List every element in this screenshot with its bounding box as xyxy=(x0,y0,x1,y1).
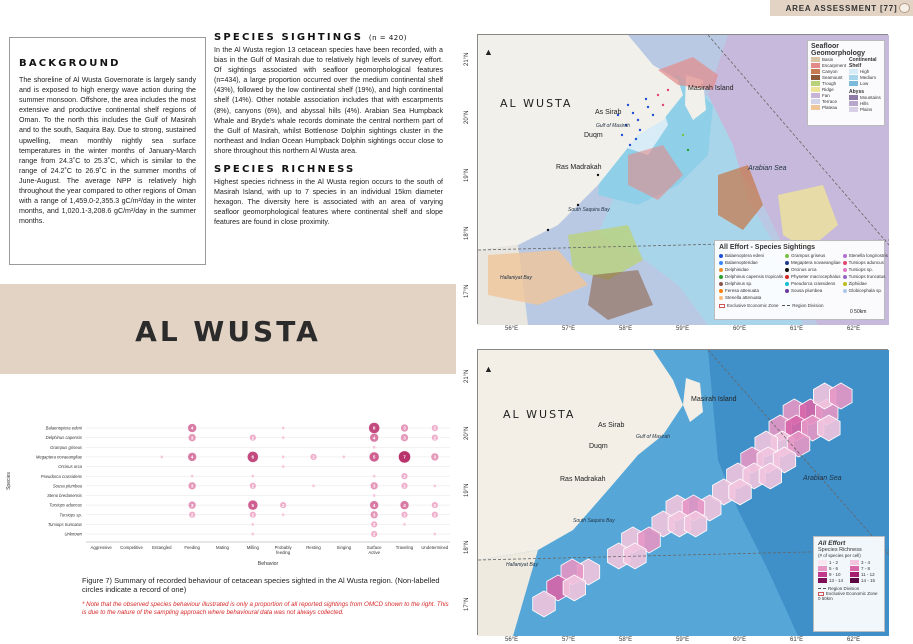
background-text: The shoreline of Al Wusta Governorate is largely sandy and is exposed to high energy wave action during the summer monsoon. Offshore, the area includes the most extensive and productive continental shelf regions of Oman. To the north this includes the Gulf of Masirah and to the south, Saquira Bay. Due to strong, sustained upwelling, mean monthly nightly sea surface temperatures in the winter months of January-March range from 24.3˚C to 25.3˚C, which is similar to the range of 24.2˚C to 26.9˚C in the summer months of June-August. The average NPP is relatively high throughout the year compared to other regions of Oman with a range of 1,459.0-2,355.3 gC/m²/day in the winter months, and 1,020.1-3,208.6 gC/m²/day in the summer months. xyxy=(19,76,196,226)
species-tick-label: Delphinus capensis xyxy=(45,435,82,441)
legend-label: Escarpment xyxy=(822,63,847,68)
map2-place-hallaniyat: Hallaniyat Bay xyxy=(506,562,538,568)
behaviour-point-label: 2 xyxy=(403,483,406,489)
legend-label: Tursiops sp. xyxy=(848,267,873,272)
legend-swatch xyxy=(849,81,858,86)
behavior-tick-label: Feeding xyxy=(184,545,200,550)
legend-item xyxy=(843,253,888,259)
behaviour-point-label: 2 xyxy=(251,483,255,489)
legend-label: 14 - 15 xyxy=(861,578,876,583)
legend-label: 3 - 4 xyxy=(861,560,871,565)
x-axis-title: Behavior xyxy=(257,561,279,567)
legend-swatch xyxy=(850,572,859,577)
legend-item xyxy=(785,267,841,273)
legend-label: Terrace xyxy=(822,99,838,104)
legend-item xyxy=(719,274,783,280)
legend-swatch xyxy=(719,275,723,279)
legend-label: Ziphiidae xyxy=(848,281,867,286)
behavior-tick-label: Entangled xyxy=(152,545,172,550)
behaviour-point-label: 2 xyxy=(372,531,376,537)
north-arrow-icon: ▲ xyxy=(484,47,493,57)
behaviour-point-label: 3 xyxy=(403,435,406,441)
behaviour-point-label: 4 xyxy=(403,502,406,508)
species-tick-label: Tursiops truncatus xyxy=(47,521,82,527)
longitude-tick: 61°E xyxy=(790,326,804,332)
behaviour-point xyxy=(373,446,376,449)
behaviour-point-label: 4 xyxy=(190,454,194,460)
behaviour-point-label: 3 xyxy=(372,512,376,518)
map2-place-sirab: As Sirab xyxy=(598,422,625,429)
legend-item xyxy=(850,578,880,584)
legend-label: Low xyxy=(860,81,869,86)
behavior-tick-label: Probably xyxy=(274,545,292,550)
legend-label: Plateau xyxy=(822,105,838,110)
behavior-tick-label: Surface xyxy=(366,545,382,550)
sightings-heading-text: SPECIES SIGHTINGS xyxy=(214,32,364,43)
behaviour-point-label: 5 xyxy=(251,502,255,508)
legend-swatch xyxy=(818,566,827,571)
behaviour-point-label: 2 xyxy=(433,435,437,441)
legend-swatch xyxy=(850,566,859,571)
behavior-tick-label: Aggressive xyxy=(90,545,112,550)
legend-label: Tursiops aduncus xyxy=(848,260,884,265)
abyss-items xyxy=(849,95,881,113)
legend-label: Stenella attenuata xyxy=(725,295,762,300)
legend-label: 1 - 2 xyxy=(829,560,839,565)
legend-item xyxy=(719,260,783,266)
latitude-tick: 21°N xyxy=(464,369,470,383)
legend-swatch xyxy=(850,578,859,583)
longitude-tick: 56°E xyxy=(505,326,519,332)
header-label: AREA ASSESSMENT [77] xyxy=(785,3,898,13)
legend-label: Globicephala sp. xyxy=(848,288,883,293)
legend-swatch xyxy=(811,57,820,62)
map2-place-arabian-sea: Arabian Sea xyxy=(803,475,842,482)
richness-legend-title: All Effort xyxy=(818,540,846,547)
latitude-tick: 20°N xyxy=(464,110,470,124)
legend-item xyxy=(811,105,846,111)
behaviour-point-label: 2 xyxy=(251,512,255,518)
legend-label: Mountains xyxy=(860,95,881,100)
map1-place-sirab: As Sirab xyxy=(595,109,622,116)
map1-place-arabian-sea: Arabian Sea xyxy=(748,165,787,172)
legend-swatch xyxy=(811,63,820,68)
map1-scale: 0 50km xyxy=(850,309,867,315)
behaviour-point-label: 3 xyxy=(190,483,194,489)
background-panel xyxy=(9,37,206,265)
latitude-tick: 21°N xyxy=(464,52,470,66)
map1-place-saquira: South Saquira Bay xyxy=(568,207,610,213)
behaviour-point xyxy=(433,484,436,487)
behavior-tick-label: Competitive xyxy=(120,545,143,550)
legend-swatch xyxy=(785,289,789,293)
geomorph-legend-left xyxy=(811,57,846,113)
legend-swatch xyxy=(811,75,820,80)
map2-place-madrakah: Ras Madrakah xyxy=(560,476,606,483)
legend-item xyxy=(719,295,783,301)
latitude-tick: 19°N xyxy=(464,168,470,182)
longitude-tick: 59°E xyxy=(676,326,690,332)
latitude-tick: 18°N xyxy=(464,540,470,554)
legend-item xyxy=(843,274,888,280)
latitude-tick: 17°N xyxy=(464,597,470,611)
legend-swatch xyxy=(719,254,723,258)
legend-swatch xyxy=(843,282,847,286)
behaviour-point-label: 6 xyxy=(251,454,255,460)
legend-swatch xyxy=(785,282,789,286)
map1-place-duqm: Duqm xyxy=(584,132,603,139)
map2-place-saquira: South Saquira Bay xyxy=(573,518,615,524)
legend-item xyxy=(719,253,783,259)
behaviour-point xyxy=(403,523,406,526)
legend-label: Delphinus sp. xyxy=(725,281,753,286)
sightings-map[interactable] xyxy=(477,34,888,324)
legend-swatch xyxy=(785,268,789,272)
behaviour-point xyxy=(282,513,285,516)
richness-division-label: Region Division xyxy=(828,586,860,591)
legend-swatch xyxy=(719,296,723,300)
legend-label: Trough xyxy=(822,81,837,86)
behaviour-point-label: 2 xyxy=(251,435,255,441)
richness-legend-subtitle: Species Richness xyxy=(818,547,862,553)
legend-swatch xyxy=(719,268,723,272)
legend-swatch xyxy=(849,75,858,80)
legend-swatch xyxy=(811,93,820,98)
legend-label: Balaenoptera edeni xyxy=(725,253,765,258)
legend-label: Orcinus orca xyxy=(791,267,817,272)
species-tick-label: Pseudorca crassidens xyxy=(40,473,82,479)
behaviour-point xyxy=(282,455,285,458)
behaviour-point-label: 2 xyxy=(281,502,285,508)
map2-region-label: AL WUSTA xyxy=(503,408,576,421)
legend-label: 13 - 14 xyxy=(829,578,844,583)
behavior-tick-label: Traveling xyxy=(395,545,414,550)
legend-swatch xyxy=(811,105,820,110)
legend-item xyxy=(843,260,888,266)
behaviour-point-label: 3 xyxy=(372,483,376,489)
legend-label: Canyon xyxy=(822,69,838,74)
behaviour-point-label: 2 xyxy=(190,512,194,518)
legend-label: 9 - 10 xyxy=(829,572,841,577)
legend-swatch xyxy=(849,101,858,106)
legend-label: 5 - 6 xyxy=(829,566,839,571)
legend-swatch xyxy=(785,254,789,258)
legend-label: 11 - 12 xyxy=(861,572,875,577)
map2-place-gulf: Gulf of Masirah xyxy=(636,434,670,440)
legend-swatch xyxy=(850,560,859,565)
species-tick-label: Sousa plumbea xyxy=(52,483,82,489)
division-label: Region Division xyxy=(792,303,824,308)
behavior-tick-label: Milling xyxy=(246,545,259,550)
region-title: AL WUSTA xyxy=(135,315,321,348)
legend-label: Sousa plumbea xyxy=(791,288,823,293)
richness-scale: 0 50km xyxy=(818,596,833,601)
behaviour-point-label: 4 xyxy=(372,435,376,441)
legend-item xyxy=(785,281,841,287)
species-tick-label: Tursiops aduncus xyxy=(49,502,82,508)
map2-place-masirah: Masirah Island xyxy=(691,396,737,403)
legend-label: Pseudorca crassidens xyxy=(791,281,836,286)
figure-caption: Figure 7) Summary of recorded behaviour of cetacean species sighted in the Al Wusta region. (Non-labelled circles indicate a record of one) xyxy=(82,576,440,594)
legend-swatch xyxy=(849,69,858,74)
behaviour-point-label: 4 xyxy=(372,502,376,508)
geomorph-legend-title: Seafloor Geomorphology xyxy=(811,43,866,57)
legend-label: Fan xyxy=(822,93,830,98)
richness-heading: SPECIES RICHNESS xyxy=(214,164,356,176)
legend-label: Hills xyxy=(860,101,869,106)
behaviour-point xyxy=(251,475,254,478)
legend-item xyxy=(849,81,881,87)
behaviour-point xyxy=(312,484,315,487)
map1-place-hallaniyat: Hallaniyat Bay xyxy=(500,275,532,281)
legend-swatch xyxy=(719,289,723,293)
legend-swatch xyxy=(849,107,858,112)
behaviour-point xyxy=(191,475,194,478)
legend-label: Basin xyxy=(822,57,834,62)
legend-label: Plains xyxy=(860,107,873,112)
legend-label: Stenella longirostris xyxy=(848,253,888,258)
latitude-tick: 20°N xyxy=(464,426,470,440)
legend-swatch xyxy=(818,560,827,565)
behaviour-point xyxy=(251,523,254,526)
legend-label: Grampus griseus xyxy=(791,253,826,258)
behavior-tick-label: Resting xyxy=(306,545,321,550)
species-tick-label: Orcinus orca xyxy=(58,464,82,470)
legend-label: Tursiops truncatus xyxy=(848,274,886,279)
text-column xyxy=(214,32,443,228)
legend-swatch xyxy=(811,81,820,86)
sightings-text: In the Al Wusta region 13 cetacean species have been recorded, with a bias in the Gulf of Masirah due to relatively high levels of survey effort. Of sightings associated with seafloor geomorphological features (n=434), a large proportion occurred over the medium continental shelf (43%), followed by the low continental shelf (19%), and high continental shelf (14%). Other notable association includes that with escarpments (8%), canyons (6%), and abyssal hills (4%). Arabian Sea Humpback Whale and Bryde's whale records dominate the central northern part of the Gulf of Masirah, whilst Bottlenose Dolphin sightings cluster in the northeast and Indian Ocean Humpback Dolphin sightings occur close to shore throughout this northern Al Wusta area. xyxy=(214,46,443,155)
longitude-tick: 58°E xyxy=(619,637,633,643)
behaviour-point xyxy=(282,465,285,468)
behavior-tick-label: Mating xyxy=(216,545,229,550)
behaviour-point xyxy=(282,436,285,439)
legend-item xyxy=(719,288,783,294)
behavior-tick-label: Undetermined xyxy=(421,545,449,550)
longitude-tick: 61°E xyxy=(790,637,804,643)
emblem-icon xyxy=(899,3,910,13)
legend-label: Medium xyxy=(860,75,877,80)
legend-swatch xyxy=(811,99,820,104)
behaviour-point xyxy=(373,475,376,478)
legend-item xyxy=(785,274,841,280)
eez-label: Exclusive Economic Zone xyxy=(727,303,779,308)
species-tick-label: Tursiops sp. xyxy=(59,512,82,518)
legend-label: Delphinidae xyxy=(725,267,749,272)
sightings-heading xyxy=(214,32,443,43)
map1-place-madrakah: Ras Madrakah xyxy=(556,164,602,171)
legend-swatch xyxy=(785,275,789,279)
behaviour-point-label: 2 xyxy=(403,512,406,518)
legend-item xyxy=(785,260,841,266)
behaviour-point-label: 7 xyxy=(403,454,406,460)
legend-swatch xyxy=(818,578,827,583)
legend-label: 7 - 8 xyxy=(861,566,871,571)
legend-item xyxy=(843,288,888,294)
legend-item xyxy=(843,267,888,273)
longitude-tick: 60°E xyxy=(733,637,747,643)
behaviour-point-label: 4 xyxy=(190,425,194,431)
legend-swatch xyxy=(818,572,827,577)
figure-note: * Note that the observed species behaviour illustrated is only a proportion of all reported sightings from OMCD shown to the right. This is due to the nature of the sampling approach where behavioural data was not always collected. xyxy=(82,601,449,616)
legend-swatch xyxy=(843,254,847,258)
behaviour-point-label: 2 xyxy=(433,502,437,508)
behaviour-point xyxy=(160,455,163,458)
legend-item xyxy=(849,107,881,113)
legend-swatch xyxy=(785,261,789,265)
behavior-tick-label: Singing xyxy=(336,545,352,550)
richness-map[interactable] xyxy=(477,349,888,635)
richness-legend xyxy=(813,536,885,632)
legend-label: Delphinus capensis tropicalis xyxy=(725,274,784,279)
behavior-tick-label: Active xyxy=(368,550,381,555)
behaviour-point xyxy=(282,426,285,429)
species-tick-label: Steno bredanensis xyxy=(47,493,82,499)
richness-eez-label: Exclusive Economic Zone xyxy=(826,591,878,596)
species-tick-label: Unknown xyxy=(64,531,82,537)
legend-swatch xyxy=(811,69,820,74)
species-tick-label: Megaptera novaeangliae xyxy=(35,454,82,460)
geomorph-legend-right xyxy=(849,57,881,113)
legend-label: Balaenopteridae xyxy=(725,260,758,265)
latitude-tick: 18°N xyxy=(464,226,470,240)
behaviour-point-label: 3 xyxy=(190,435,194,441)
behaviour-point-label: 2 xyxy=(372,522,376,528)
latitude-tick: 19°N xyxy=(464,483,470,497)
legend-label: Feresa attenuata xyxy=(725,288,760,293)
behaviour-point-label: 3 xyxy=(433,454,437,460)
longitude-tick: 57°E xyxy=(562,326,576,332)
legend-label: High xyxy=(860,69,870,74)
background-heading: BACKGROUND xyxy=(19,58,121,69)
richness-legend-unit: (# of species per cell) xyxy=(818,553,861,558)
longitude-tick: 59°E xyxy=(676,637,690,643)
latitude-tick: 17°N xyxy=(464,284,470,298)
map1-place-masirah: Masirah Island xyxy=(688,85,734,92)
behaviour-point-label: 2 xyxy=(433,512,437,518)
map1-region-label: AL WUSTA xyxy=(500,97,573,110)
behaviour-point-label: 6 xyxy=(372,425,376,431)
behaviour-point-label: 2 xyxy=(433,425,437,431)
legend-swatch xyxy=(849,95,858,100)
legend-item xyxy=(785,288,841,294)
legend-swatch xyxy=(811,87,820,92)
longitude-tick: 57°E xyxy=(562,637,576,643)
behaviour-point-label: 3 xyxy=(403,425,406,431)
behaviour-point xyxy=(251,532,254,535)
legend-swatch xyxy=(843,289,847,293)
legend-item xyxy=(843,281,888,287)
behaviour-point xyxy=(433,532,436,535)
legend-label: Megaptera novaeangliae xyxy=(791,260,841,265)
longitude-tick: 58°E xyxy=(619,326,633,332)
legend-item xyxy=(818,578,848,584)
richness-text: Highest species richness in the Al Wusta region occurs to the south of Masirah Island, with up to 7 species in an individual 15km diameter hexagon. The diversity here is associated with an area of varying seafloor geomorphological features where continental shelf and slope features are found in close proximity. xyxy=(214,178,443,227)
y-axis-title: Species xyxy=(6,472,12,490)
longitude-tick: 62°E xyxy=(847,637,861,643)
page-header-tab xyxy=(770,0,913,16)
legend-swatch xyxy=(843,261,847,265)
legend-item xyxy=(719,267,783,273)
legend-swatch xyxy=(843,268,847,272)
behaviour-point-label: 3 xyxy=(190,502,194,508)
longitude-tick: 56°E xyxy=(505,637,519,643)
legend-label: Ridge xyxy=(822,87,834,92)
legend-item xyxy=(785,253,841,259)
shelf-items xyxy=(849,69,881,87)
legend-swatch xyxy=(719,282,723,286)
effort-legend-lines xyxy=(719,303,880,308)
species-tick-label: Balaenoptera edeni xyxy=(45,425,82,431)
sightings-count: (n = 420) xyxy=(368,34,407,42)
behaviour-chart xyxy=(0,418,456,573)
map1-place-gulf: Gulf of Masirah xyxy=(596,123,630,129)
behaviour-point-label: 2 xyxy=(312,454,315,460)
legend-label: Physeter macrocephalus xyxy=(791,274,841,279)
legend-label: Seamount xyxy=(822,75,843,80)
behaviour-point xyxy=(373,494,376,497)
legend-item xyxy=(719,281,783,287)
longitude-tick: 62°E xyxy=(847,326,861,332)
effort-legend-items xyxy=(719,253,888,301)
effort-legend-title: All Effort - Species Sightings xyxy=(719,244,816,251)
geomorph-legend xyxy=(807,40,885,126)
map2-place-duqm: Duqm xyxy=(589,443,608,450)
behaviour-point xyxy=(342,455,345,458)
shelf-title: Continental Shelf xyxy=(849,57,877,69)
richness-legend-items xyxy=(818,560,880,584)
effort-legend xyxy=(714,240,888,320)
abyss-title: Abyss xyxy=(849,89,865,95)
behavior-tick-label: feeding xyxy=(276,550,291,555)
behaviour-point-label: 2 xyxy=(403,473,406,479)
legend-swatch xyxy=(719,261,723,265)
longitude-tick: 60°E xyxy=(733,326,747,332)
legend-swatch xyxy=(843,275,847,279)
behaviour-point-label: 5 xyxy=(372,454,376,460)
species-tick-label: Grampus griseus xyxy=(50,444,82,450)
north-arrow-icon: ▲ xyxy=(484,364,493,374)
